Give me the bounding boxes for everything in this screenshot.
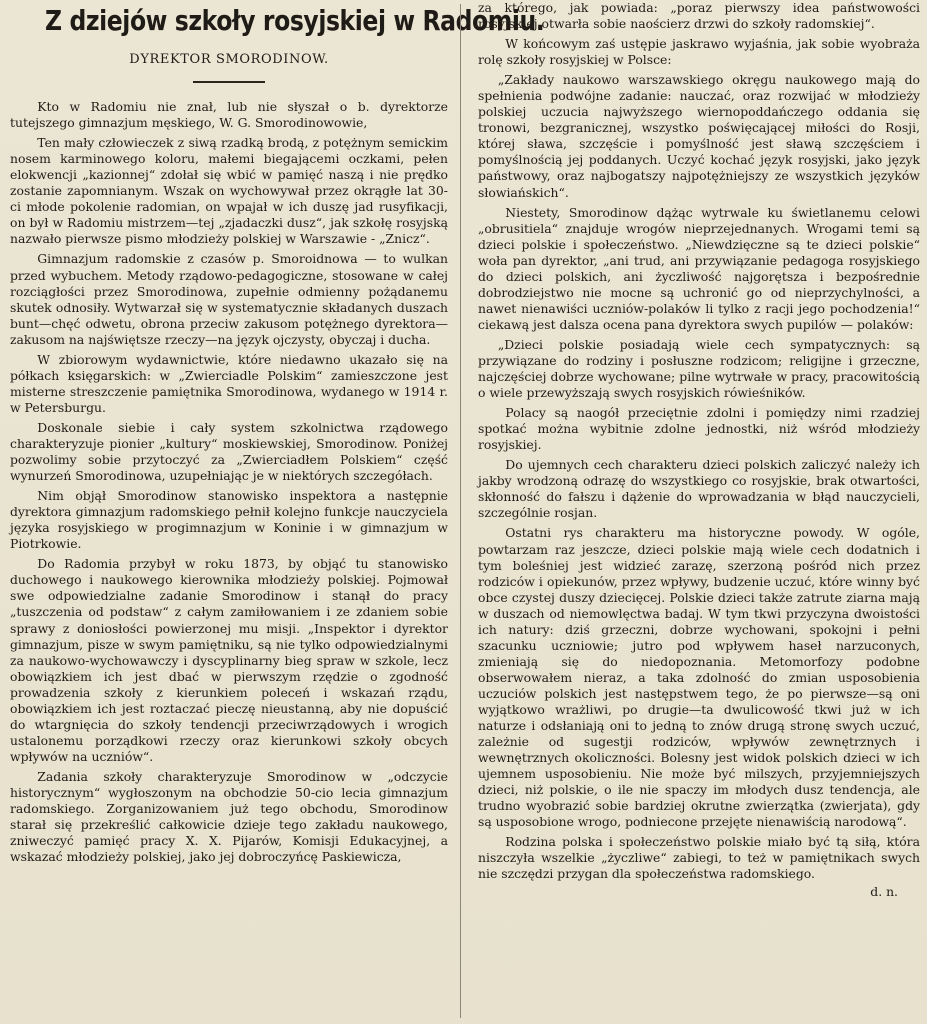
column-divider bbox=[460, 4, 461, 1018]
paragraph: Gimnazjum radomskie z czasów p. Smoroidnowa — to wulkan przed wybuchem. Metody rządowo-pedagogiczne, stosowane w całej rozciągłości przez Smorodinowa, zupełnie odmienny pożądanemu skutek odnosiły. Wytwarzał się w systematycznie składanych duszach bunt—chęć odwetu, obrona przeciw zakusom potężnego dyrektora—zakusom na najświętsze rzeczy—na język ojczysty, obyczaj i ducha. bbox=[10, 251, 448, 347]
paragraph: za którego, jak powiada: „poraz pierwszy idea państwowości rosyjskiej otwarła sobie naościerz drzwi do szkoły radomskiej“. bbox=[478, 0, 920, 32]
paragraph: Do ujemnych cech charakteru dzieci polskich zaliczyć należy ich jakby wrodzoną odrazę do wszystkiego co rosyjskie, brak otwartości, skłonność do fałszu i dążenie do wprowadzania w błąd nauczycieli, szczególnie rosjan. bbox=[478, 457, 920, 521]
paragraph: Ten mały człowieczek z siwą rzadką brodą, z potężnym semickim nosem karminowego koloru, małemi biegającemi oczkami, pełen elokwencji „kazionnej“ zdołał się wbić w pamięć naszą i nie prędko zostanie zapomnianym. Wszak on wychowywał przez okrągłe lat 30-ci młode pokolenie radomian, on wpajał w ich duszę jad rusyfikacji, on był w Radomiu mistrzem—tej „zjadaczki dusz“, jak szkołę rosyjską nazwało pierwsze pismo młodzieży polskiej w Warszawie - „Znicz“. bbox=[10, 135, 448, 247]
article-title: Z dziejów szkoły rosyjskiej w Radomiu. bbox=[45, 4, 545, 37]
paragraph: Nim objął Smorodinow stanowisko inspektora a następnie dyrektora gimnazjum radomskiego pełnił kolejno funkcje nauczyciela języka rosyjskiego w progimnazjum w Koninie i w gimnazjum w Piotrkowie. bbox=[10, 488, 448, 552]
article-subtitle: DYREKTOR SMORODINOW. bbox=[129, 52, 329, 67]
paragraph: Doskonale siebie i cały system szkolnictwa rządowego charakteryzuje pionier „kultury“ moskiewskiej, Smorodinow. Poniżej pozwolimy sobie przytoczyć za „Zwierciadłem Polskiem“ część wynurzeń Smorodinowa, uzupełniając je w niektórych szczegółach. bbox=[10, 419, 448, 484]
paragraph: Polacy są naogół przeciętnie zdolni i pomiędzy nimi rzadziej spotkać można wybitnie zdolne jednostki, niż wśród młodzieży rosyjskiej. bbox=[478, 405, 920, 453]
paragraph: W zbiorowym wydawnictwie, które niedawno ukazało się na półkach księgarskich: w „Zwierciadle Polskim“ zamieszczone jest misterne streszczenie pamiętnika Smorodinowa, wydanego w 1914 r. w Petersburgu. bbox=[10, 351, 448, 415]
quote-paragraph: „Zakłady naukowo warszawskiego okręgu naukowego mają do spełnienia podwójne zadanie: nauczać, oraz rozwijać w młodzieży polskiej uczucia najwyższego wiernopoddańczego oddania się tronowi, bezgranicznej, wszystko poświęcającej miłości do Rosji, której sława, szczęście i pomyślność jest sławą szczęściem i pomyślnością jej poddanych. Uczyć kochać język rosyjski, jako język państwowy, oraz najbogatszy najpotężniejszy ze wszystkich języków słowiańskich“. bbox=[478, 72, 920, 200]
paragraph: Kto w Radomiu nie znał, lub nie słyszał o b. dyrektorze tutejszego gimnazjum męskiego, W. G. Smorodinowowie, bbox=[10, 99, 448, 131]
title-rule bbox=[193, 81, 265, 83]
paragraph: Rodzina polska i społeczeństwo polskie miało być tą siłą, która niszczyła wszelkie „życzliwe“ zabiegi, to też w pamiętnikach swych nie szczędzi przygan dla społeczeństwa radomskiego. bbox=[478, 834, 920, 882]
paragraph: W końcowym zaś ustępie jaskrawo wyjaśnia, jak sobie wyobraża rolę szkoły rosyjskiej w Polsce: bbox=[478, 36, 920, 68]
paragraph: Niestety, Smorodinow dążąc wytrwale ku świetlanemu celowi „obrusitiela“ znajduje wrogów nieprzejednanych. Wrogami temi są dzieci polskie i społeczeństwo. „Niewdzięczne są te dzieci polskie“ woła pan dyrektor, „ani trud, ani przywiązanie pedagoga rosyjskiego do dzieci polskich, ani życzliwość najgorętsza i bezpośrednie dobrodziejstwo nie mocne są uchronić go od nieprzychylności, a nawet nienawiści uczniów-polaków li tylko z racji jego pochodzenia!“ ciekawą jest dalsza ocena pana dyrektora swych pupilów — polaków: bbox=[478, 204, 920, 332]
author-signature: d. n. bbox=[870, 884, 898, 900]
paragraph: Ostatni rys charakteru ma historyczne powody. W ogóle, powtarzam raz jeszcze, dzieci polskie mają wiele cech dodatnich i tym boleśniej jest widzieć zarazę, szerzoną pośród nich przez rodziców i opiekunów, przez wpływy, budzenie uczuć, które winny być obce czystej duszy dziecięcej. Polskie dzieci także zatrute ziarna mają w duszach od niemowlęctwa badaj. W tym tkwi przyczyna dwoistości ich natury: dziś grzeczni, dobrze wychowani, spokojni i pełni szacunku uczniowie; jutro pod wpływem haseł narzuconych, zmieniają się do niedopoznania. Metomorfozy podobne obserwowałem nieraz, a taka zdolność do zmian usposobienia uczuciów polskich jest następstwem tego, że po pierwsze—są oni wyjątkowo wrażliwi, po drugie—ta dwulicowość tkwi już w ich naturze i odsłaniają oni to jedną to znów drugą stronę swych uczuć, zależnie od sugestji rodziców, wpływów zewnętrznych i wewnętrznych okoliczności. Bolesny jest widok polskich dzieci w ich ujemnem usposobieniu. Nie może być milszych, przyjemniejszych dzieci, niż polskie, o ile nie spaczy im młodych dusz tendencja, ale trudno wyobrazić sobie bardziej okrutne zwierzątka (zwierjata), gdy są usposobione wrogo, podniecone przejęte nienawiścią narodową“. bbox=[478, 525, 920, 830]
left-column bbox=[6, 0, 545, 1024]
paragraph: Zadania szkoły charakteryzuje Smorodinow w „odczycie historycznym“ wygłoszonym na obchodzie 50-cio lecia gimnazjum radomskiego. Zorganizowaniem już tego obchodu, Smorodinow starał się przekreślić całkowicie dzieje tego zakładu naukowego, zniweczyć pamięć pracy X. X. Pijarów, Komisji Edukacyjnej, a wskazać młodzieży polskiej, jako jej dobroczyńcę Paskiewicza, bbox=[10, 768, 448, 865]
quote-paragraph: „Dzieci polskie posiadają wiele cech sympatycznych: są przywiązane do rodziny i posłuszne rodzicom; religijne i grzeczne, najczęściej dobrze wychowane; pilne wytrwałe w pracy, pracowitością o wiele przewyższają swych rosyjskich rówieśników. bbox=[478, 336, 920, 401]
right-column bbox=[472, 0, 922, 1024]
paragraph: Do Radomia przybył w roku 1873, by objąć tu stanowisko duchowego i naukowego kierownika młodzieży polskiej. Pojmował swe odpowiedzialne zadanie Smorodinow i stanął do pracy „tuszczenia od podstaw“ z całym zamiłowaniem i ze zdaniem sobie sprawy z doniosłości powierzonej mu misji. „Inspektor i dyrektor gimnazjum, pisze w swym pamiętniku, są nie tylko odpowiedzialnymi za naukowo-wychowawczy i dyscyplinarny bieg spraw w szkole, lecz obowiązkiem ich jest dbać w pierwszym rzędzie o zgodność prowadzenia szkoły z kierunkiem poleceń i wskazań rządu, obowiązkiem ich jest roztaczać pieczę nieustanną, aby nie dopuścić do wtargnięcia do szkoły tendencji przeciwrządowych i wrogich ustalonemu porządkowi rzeczy oraz kierunkowi szkoły obcych wpływów na uczniów“. bbox=[10, 556, 448, 764]
